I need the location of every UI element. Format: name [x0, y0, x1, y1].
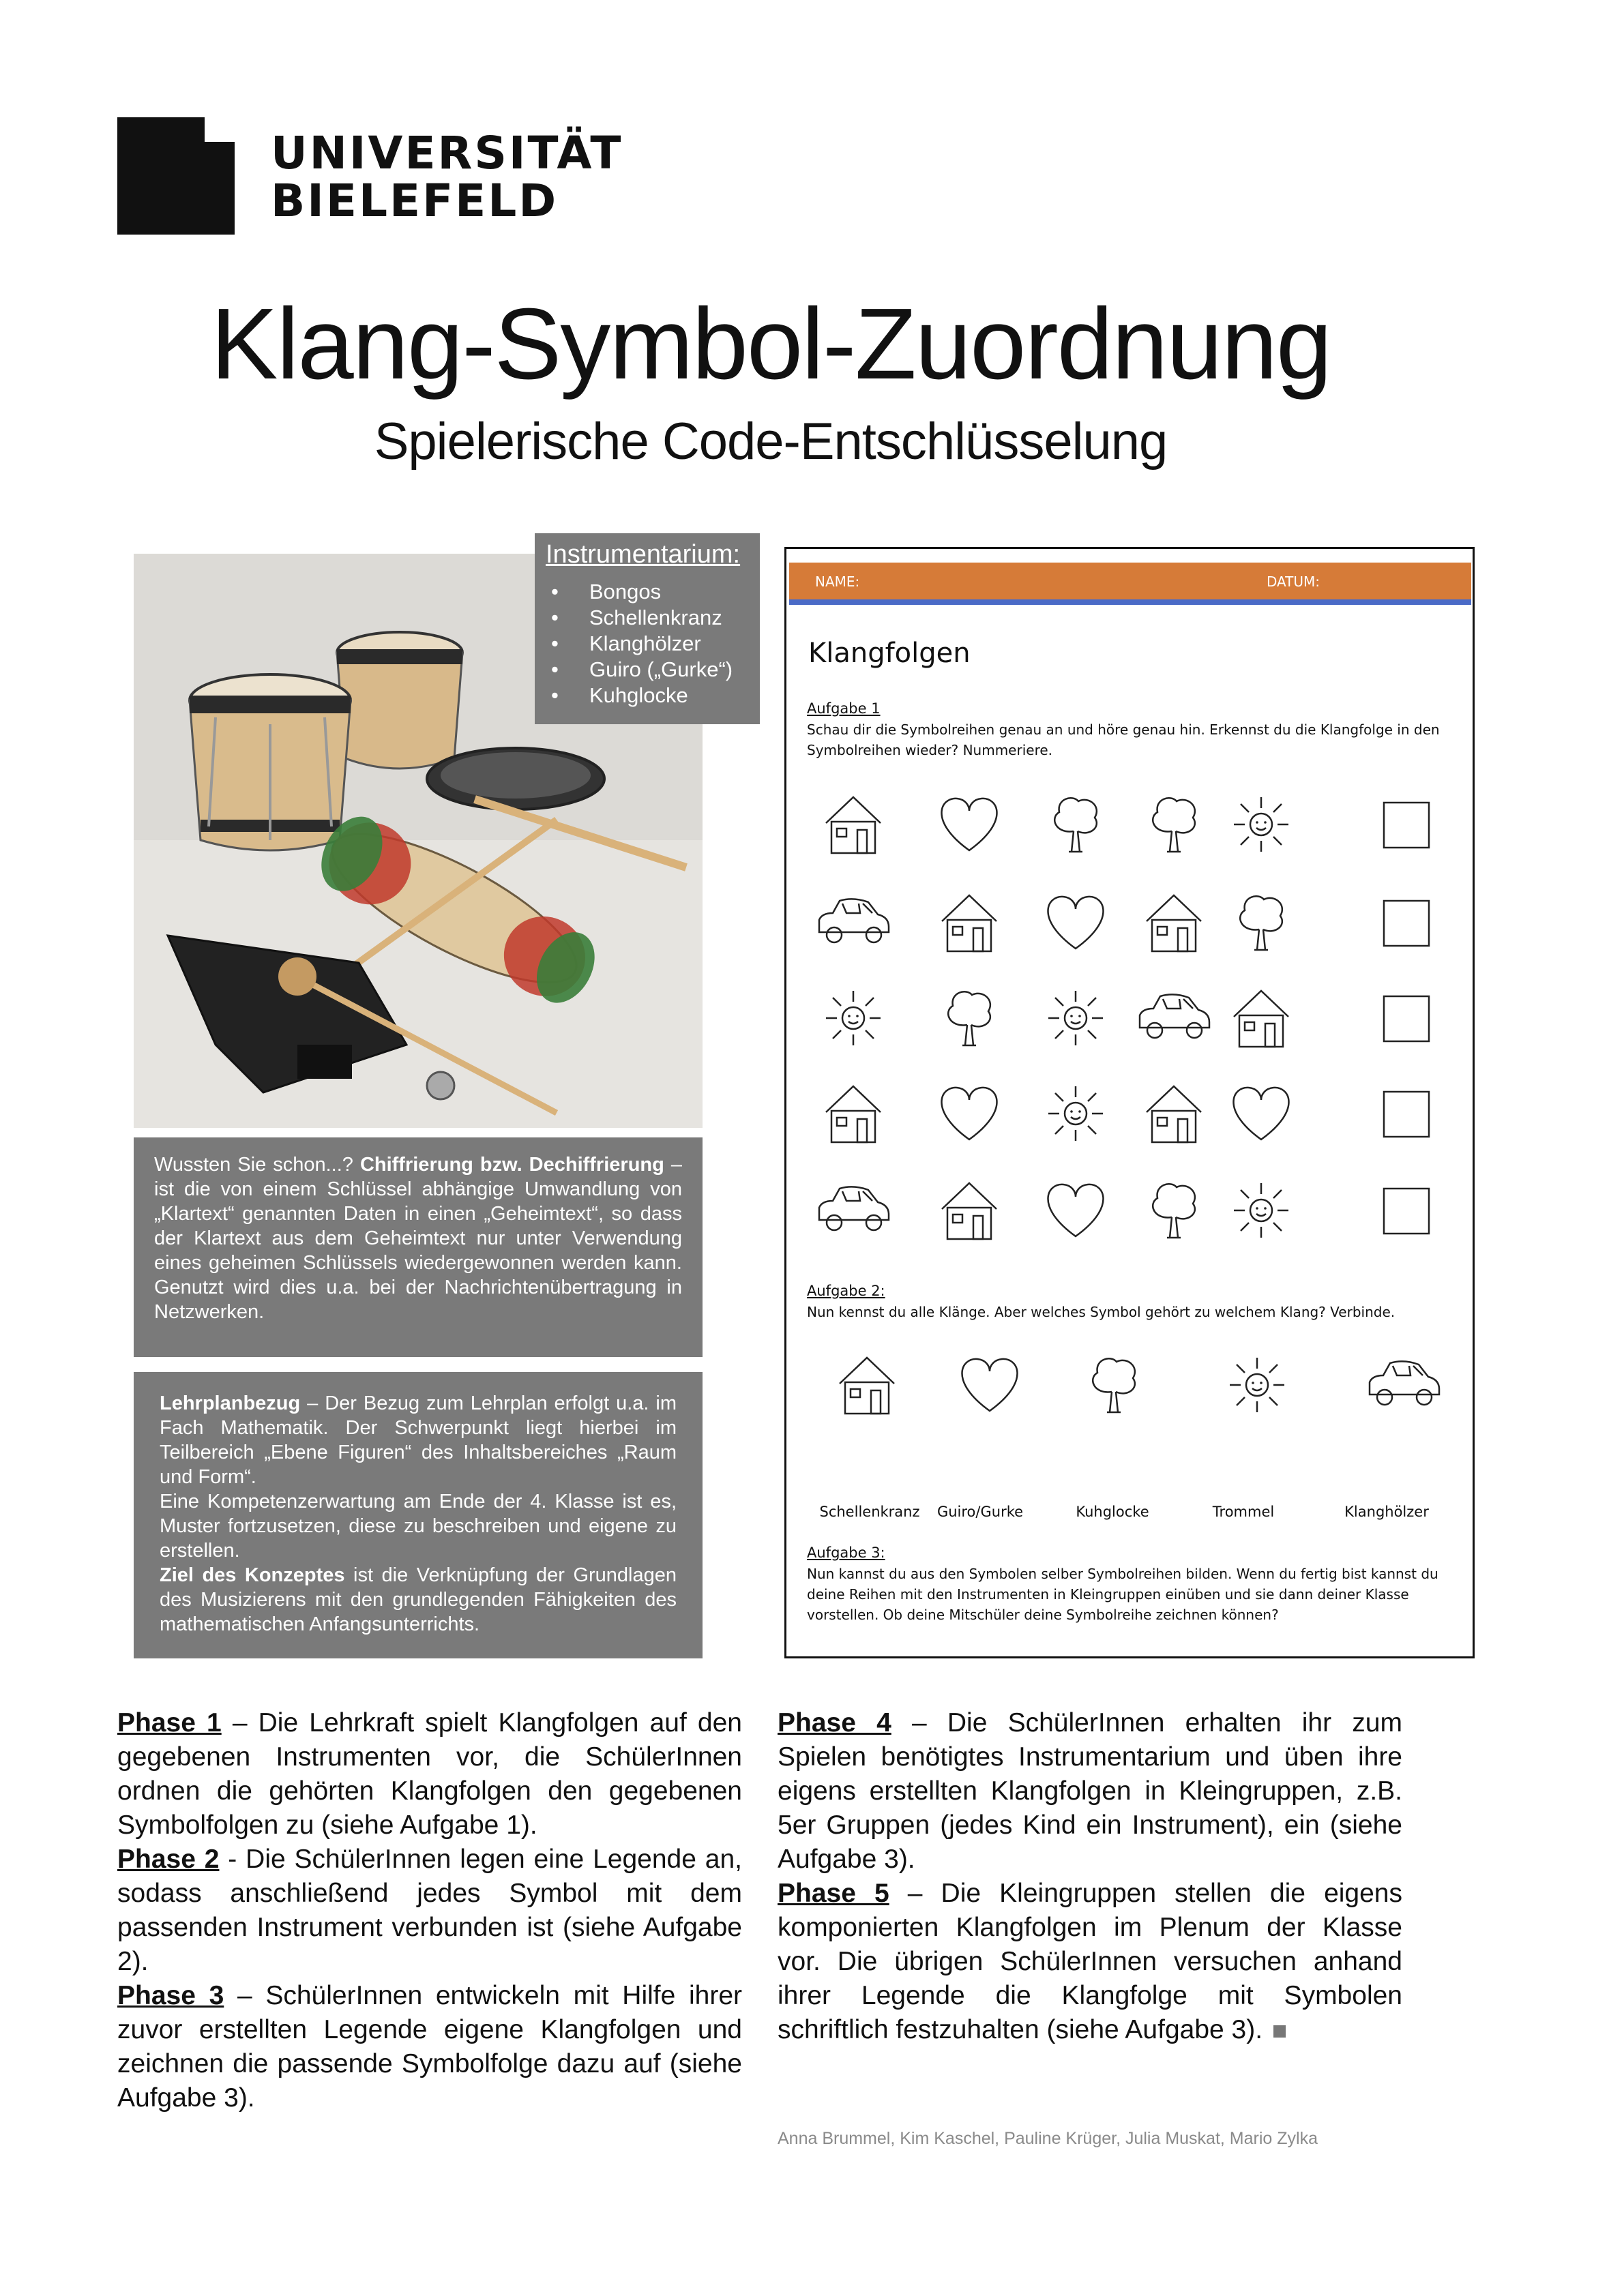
tree-icon	[1054, 798, 1097, 852]
phase-4-text: – Die SchülerInnen erhalten ihr zum Spielen benötigtes Instrumentarium und üben ihre eigens erstellten Klangfolgen in Kleingruppen, z.B. 5er Gruppen (jedes Kind ein Instrument), ein (siehe Aufgabe 3).	[778, 1708, 1402, 1874]
phases-right-column	[778, 1706, 1402, 2047]
tree-icon	[1153, 798, 1195, 852]
instrumentarium-box	[535, 533, 760, 724]
worksheet-preview	[784, 547, 1475, 1658]
list-item: • Klanghölzer	[546, 631, 749, 657]
heart-icon	[1234, 1088, 1289, 1139]
car-icon	[819, 1187, 889, 1230]
info-term-ziel: Ziel des Konzeptes	[160, 1564, 345, 1586]
end-mark-icon	[1273, 2025, 1286, 2038]
house-icon	[840, 1358, 894, 1414]
info-box-chiffrierung	[134, 1137, 703, 1357]
phases-left-column	[117, 1706, 742, 2115]
sun-icon	[1048, 991, 1103, 1045]
heart-icon	[1048, 1184, 1104, 1236]
list-item: • Kuhglocke	[546, 683, 749, 709]
number-answer-box[interactable]	[1384, 996, 1429, 1041]
symbol-grid	[786, 549, 1473, 1656]
info-text-lehrplan: – Der Bezug zum Lehrplan erfolgt u.a. im Fach Mathematik. Der Schwerpunkt liegt hierbei im Teilbereich „Ebene Figuren“ des Inhaltsbereiches „Raum und Form“.	[160, 1392, 677, 1488]
worksheet-title: Klangfolgen	[808, 638, 971, 669]
name-label: NAME:	[815, 573, 860, 590]
instrument-label: Kuhglocke	[1076, 1504, 1149, 1520]
logo-line-2: BIELEFELD	[271, 175, 559, 227]
instrument-list	[546, 579, 749, 709]
info-lead: Wussten Sie schon...?	[154, 1154, 353, 1176]
house-icon	[1147, 1086, 1201, 1142]
task2-text: Nun kennst du alle Klänge. Aber welches Symbol gehört zu welchem Klang? Verbinde.	[807, 1304, 1396, 1320]
number-answer-box[interactable]	[1384, 803, 1429, 848]
heart-icon	[962, 1359, 1018, 1411]
authors-line: Anna Brummel, Kim Kaschel, Pauline Krüger, Julia Muskat, Mario Zylka	[778, 2129, 1318, 2148]
task1-label: Aufgabe 1	[807, 700, 881, 717]
task3-label: Aufgabe 3:	[807, 1545, 885, 1561]
info-text: – ist die von einem Schlüssel abhängige Umwandlung von „Klartext“ genannten Daten in einen „Geheimtext“, so dass der Klartext aus dem Geheimtext nur unter Verwendung eines geheimen Schlüssels wiedergewonnen werden kann. Genutzt wird dies u.a. bei der Nachrichtenübertragung in Netzwerken.	[154, 1154, 682, 1323]
tree-icon	[1153, 1184, 1195, 1238]
phase-5-heading: Phase 5	[778, 1879, 889, 1908]
sun-icon	[826, 991, 881, 1045]
phase-2-text: - Die SchülerInnen legen eine Legende an, sodass anschließend jedes Symbol mit dem passenden Instrument verbunden ist (siehe Aufgabe 2).	[117, 1845, 742, 1976]
list-item: • Guiro („Gurke“)	[546, 657, 749, 683]
info-text-kompetenz: Eine Kompetenzerwartung am Ende der 4. Klasse ist es, Muster fortzusetzen, diese zu beschreiben und eigene zu erstellen.	[160, 1491, 677, 1562]
logo-text	[271, 127, 623, 227]
date-label: DATUM:	[1267, 573, 1320, 590]
car-icon	[819, 899, 889, 942]
house-icon	[942, 1183, 996, 1239]
house-icon	[826, 797, 881, 853]
phase-3-text: – SchülerInnen entwickeln mit Hilfe ihrer zuvor erstellten Legende eigene Klangfolgen und zeichnen die passende Symbolfolge dazu auf (siehe Aufgabe 3).	[117, 1981, 742, 2113]
instrumentarium-title: Instrumentarium:	[546, 540, 741, 569]
university-logo	[117, 117, 623, 237]
sun-icon	[1230, 1358, 1284, 1412]
task2-label: Aufgabe 2:	[807, 1283, 885, 1299]
tree-icon	[1093, 1358, 1135, 1412]
instrument-label: Klanghölzer	[1344, 1504, 1429, 1520]
phase-4-heading: Phase 4	[778, 1708, 891, 1738]
phase-1-text: – Die Lehrkraft spielt Klangfolgen auf den gegebenen Instrumenten vor, die SchülerInnen ordnen die gehörten Klangfolgen den gegebenen Symbolfolgen zu (siehe Aufgabe 1).	[117, 1708, 742, 1840]
house-icon	[1147, 895, 1201, 951]
house-icon	[1234, 991, 1288, 1047]
phase-5-text: – Die Kleingruppen stellen die eigens komponierten Klangfolgen im Plenum der Klasse vor. Die übrigen SchülerInnen versuchen anhand ihrer Legende die Klangfolge mit Symbolen schriftlich festzuhalten (siehe Aufgabe 3).	[778, 1879, 1402, 2044]
info-term: Chiffrierung bzw. Dechiffrierung	[359, 1154, 664, 1176]
instrument-label: Trommel	[1212, 1504, 1275, 1520]
sun-icon	[1234, 797, 1288, 852]
number-answer-box[interactable]	[1384, 901, 1429, 946]
info-box-lehrplan	[134, 1372, 703, 1658]
car-icon	[1370, 1361, 1439, 1405]
heart-icon	[942, 1088, 997, 1139]
house-icon	[942, 895, 996, 951]
list-item: • Bongos	[546, 579, 749, 605]
number-answer-box[interactable]	[1384, 1092, 1429, 1137]
tree-icon	[1240, 896, 1282, 950]
logo-mark-icon	[117, 117, 235, 235]
house-icon	[826, 1086, 881, 1142]
tree-icon	[948, 992, 990, 1045]
task1-text: Schau dir die Symbolreihen genau an und höre genau hin. Erkennst du die Klangfolge in den Symbolreihen wieder? Nummeriere.	[807, 721, 1440, 758]
page-title: Klang-Symbol-Zuordnung	[210, 288, 1331, 400]
info-term-lehrplan: Lehrplanbezug	[160, 1392, 301, 1414]
instrument-label: Schellenkranz	[819, 1504, 920, 1520]
task3-text: Nun kannst du aus den Symbolen selber Symbolreihen bilden. Wenn du fertig bist kannst du deine Reihen mit den Instrumenten in Kleingruppen einüben und sie dann deiner Klasse vorstellen. Ob deine Mitschüler deine Symbolreihe zeichnen können?	[807, 1566, 1438, 1623]
car-icon	[1140, 994, 1209, 1038]
sun-icon	[1234, 1183, 1288, 1238]
logo-line-1: UNIVERSITÄT	[271, 127, 623, 179]
info-text-ziel: ist die Verknüpfung der Grundlagen des Musizierens mit den grundlegenden Fähigkeiten des mathematischen Anfangsunterrichts.	[160, 1564, 677, 1635]
phase-2-heading: Phase 2	[117, 1845, 220, 1874]
phase-1-heading: Phase 1	[117, 1708, 222, 1738]
heart-icon	[942, 799, 997, 850]
instrument-label: Guiro/Gurke	[936, 1504, 1024, 1520]
page-subtitle: Spielerische Code-Entschlüsselung	[374, 413, 1168, 471]
number-answer-box[interactable]	[1384, 1189, 1429, 1234]
sun-icon	[1048, 1086, 1103, 1141]
phase-3-heading: Phase 3	[117, 1981, 224, 2010]
heart-icon	[1048, 897, 1104, 949]
list-item: • Schellenkranz	[546, 605, 749, 631]
